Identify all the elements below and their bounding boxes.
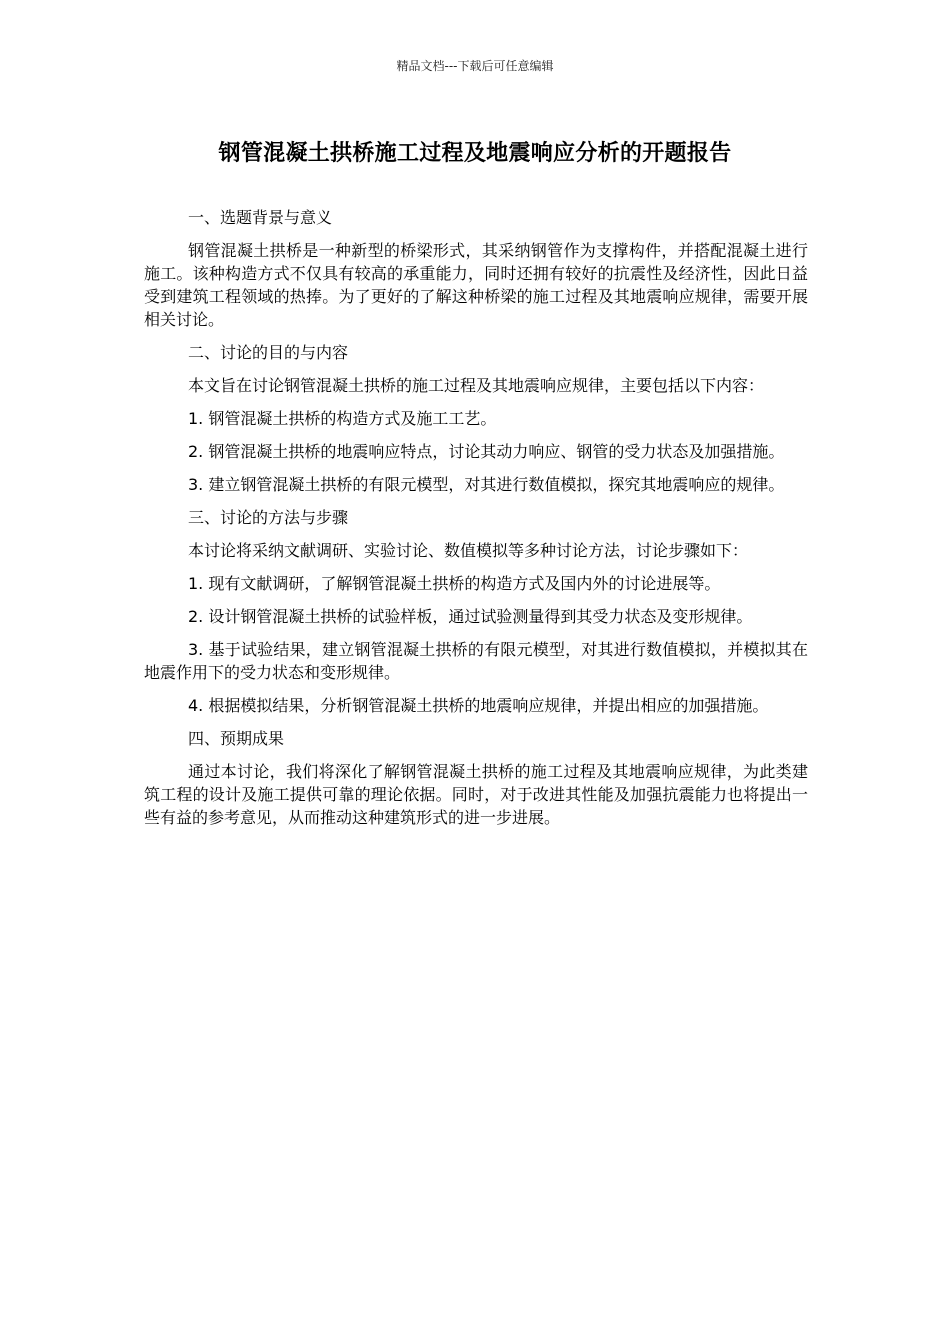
list-item-method-1: 1. 现有文献调研，了解钢管混凝土拱桥的构造方式及国内外的讨论进展等。 bbox=[188, 574, 721, 593]
paragraph-background: 钢管混凝土拱桥是一种新型的桥梁形式，其采纳钢管作为支撑构件，并搭配混凝土进行施工。该种构造方式不仅具有较高的承重能力，同时还拥有较好的抗震性及经济性，因此日益受到建筑工程领域的热捧。为了更好的了解这种桥梁的施工过程及其地震响应规律，需要开展相关讨论。 bbox=[144, 241, 808, 329]
paragraph-results: 通过本讨论，我们将深化了解钢管混凝土拱桥的施工过程及其地震响应规律，为此类建筑工程的设计及施工提供可靠的理论依据。同时，对于改进其性能及加强抗震能力也将提出一些有益的参考意见，从而推动这种建筑形式的进一步进展。 bbox=[144, 762, 808, 827]
list-item-method-3: 3. 基于试验结果，建立钢管混凝土拱桥的有限元模型，对其进行数值模拟，并模拟其在地震作用下的受力状态和变形规律。 bbox=[144, 640, 808, 682]
paragraph-methods-intro: 本讨论将采纳文献调研、实验讨论、数值模拟等多种讨论方法，讨论步骤如下： bbox=[188, 541, 749, 560]
section-heading-results: 四、预期成果 bbox=[188, 729, 285, 748]
list-item-purpose-2: 2. 钢管混凝土拱桥的地震响应特点，讨论其动力响应、钢管的受力状态及加强措施。 bbox=[188, 442, 785, 461]
list-item-purpose-1: 1. 钢管混凝土拱桥的构造方式及施工工艺。 bbox=[188, 409, 497, 428]
document-title: 钢管混凝土拱桥施工过程及地震响应分析的开题报告 bbox=[218, 141, 732, 166]
section-heading-background: 一、选题背景与意义 bbox=[188, 208, 333, 227]
document-body bbox=[144, 206, 808, 839]
list-item-purpose-3: 3. 建立钢管混凝土拱桥的有限元模型，对其进行数值模拟，探究其地震响应的规律。 bbox=[188, 475, 785, 494]
section-heading-purpose: 二、讨论的目的与内容 bbox=[188, 343, 349, 362]
list-item-method-2: 2. 设计钢管混凝土拱桥的试验样板，通过试验测量得到其受力状态及变形规律。 bbox=[188, 607, 753, 626]
paragraph-purpose-intro: 本文旨在讨论钢管混凝土拱桥的施工过程及其地震响应规律，主要包括以下内容： bbox=[188, 376, 765, 395]
section-heading-methods: 三、讨论的方法与步骤 bbox=[188, 508, 349, 527]
page-header: 精品文档---下载后可任意编辑 bbox=[396, 59, 554, 73]
list-item-method-4: 4. 根据模拟结果，分析钢管混凝土拱桥的地震响应规律，并提出相应的加强措施。 bbox=[188, 696, 769, 715]
